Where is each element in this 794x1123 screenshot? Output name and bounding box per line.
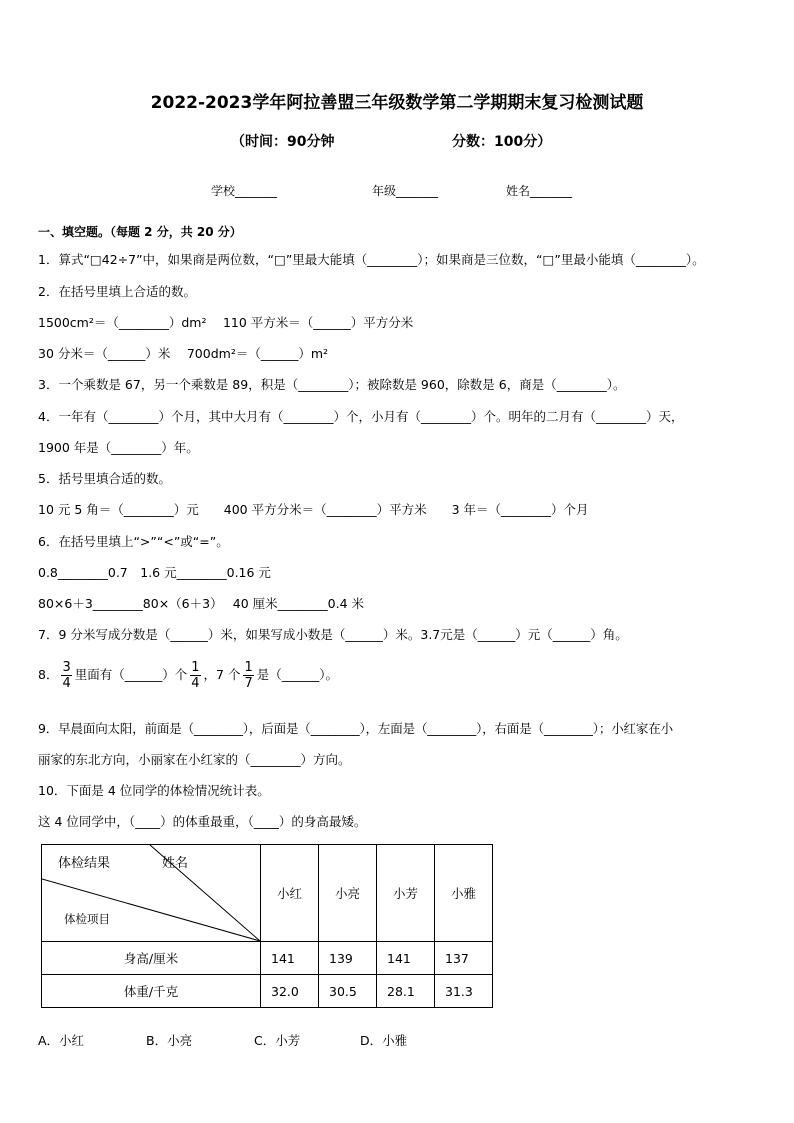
- question-10: 10．下面是 4 位同学的体检情况统计表。: [38, 783, 270, 798]
- table-row: [42, 975, 493, 1008]
- table-cell: 141: [377, 942, 435, 975]
- option-d: D．小雅: [360, 1033, 408, 1048]
- school-field: 学校_______: [211, 184, 278, 198]
- table-cell: 31.3: [435, 975, 493, 1008]
- question-6-line-b: 80×6＋3________80×（6＋3） 40 厘米________0.4 米: [38, 596, 365, 611]
- fraction: [243, 660, 253, 691]
- table-row: [42, 942, 493, 975]
- question-8: [38, 660, 338, 691]
- question-8-text: 是（______）。: [256, 667, 339, 682]
- question-2-line-b: 30 分米＝（______）米 700dm²＝（______）m²: [38, 346, 329, 361]
- student-header: 小亮: [319, 845, 377, 942]
- option-b: B．小亮: [146, 1033, 193, 1048]
- option-c: C．小芳: [254, 1033, 301, 1048]
- question-2: 2．在括号里填上合适的数。: [38, 284, 196, 299]
- table-header-row: [42, 845, 493, 942]
- question-6: 6．在括号里填上“>”“<”或“=”。: [38, 534, 229, 549]
- page-title: 2022-2023学年阿拉善盟三年级数学第二学期期末复习检测试题: [150, 93, 644, 113]
- exam-time: （时间：90分钟: [231, 134, 335, 150]
- exam-score: 分数：100分）: [452, 134, 552, 150]
- question-1: 1．算式“□42÷7”中，如果商是两位数，“□”里最大能填（________）；如果商是三位数，“□”里最小能填（________）。: [38, 252, 705, 267]
- row-label: 身高/厘米: [42, 942, 261, 975]
- option-a: A．小红: [38, 1033, 85, 1048]
- fraction-numerator: 1: [244, 660, 253, 675]
- question-5-line-a: 10 元 5 角＝（________）元 400 平方分米＝（________）平方米 3 年＝（________）个月: [38, 502, 589, 517]
- table-cell: 137: [435, 942, 493, 975]
- question-6-line-a: 0.8________0.7 1.6 元________0.16 元: [38, 565, 271, 580]
- question-8-text: ，7 个: [203, 667, 241, 682]
- row-label: 体重/千克: [42, 975, 261, 1008]
- question-2-line-a: 1500cm²＝（________）dm² 110 平方米＝（______）平方分米: [38, 315, 414, 330]
- fraction: [61, 660, 71, 691]
- student-header: 小红: [261, 845, 319, 942]
- student-header: 小芳: [377, 845, 435, 942]
- fraction-denominator: 4: [62, 676, 71, 691]
- grade-field: 年级_______: [372, 184, 439, 198]
- student-header: 小雅: [435, 845, 493, 942]
- fraction: [190, 660, 200, 691]
- corner-label-result: 体检结果: [58, 856, 111, 871]
- question-9-line-b: 丽家的东北方向，小丽家在小红家的（________）方向。: [38, 752, 351, 767]
- fraction-numerator: 1: [191, 660, 200, 675]
- table-cell: 139: [319, 942, 377, 975]
- fraction-numerator: 3: [62, 660, 71, 675]
- fraction-denominator: 7: [244, 676, 253, 691]
- corner-label-item: 体检项目: [64, 912, 110, 926]
- question-4-line-a: 4．一年有（________）个月，其中大月有（________）个，小月有（________）个。明年的二月有（________）天，: [38, 409, 684, 424]
- question-8-prefix: 8．: [38, 667, 59, 682]
- corner-cell: [42, 845, 261, 942]
- corner-label-name: 姓名: [162, 856, 189, 871]
- table-cell: 28.1: [377, 975, 435, 1008]
- table-cell: 141: [261, 942, 319, 975]
- question-4-line-b: 1900 年是（________）年。: [38, 440, 199, 455]
- section-heading: 一、填空题。（每题 2 分，共 20 分）: [38, 225, 242, 239]
- question-8-text: 里面有（______）个: [74, 667, 188, 682]
- question-9-line-a: 9．早晨面向太阳，前面是（________），后面是（________），左面是（________），右面是（________）；小红家在小: [38, 721, 673, 736]
- table-cell: 32.0: [261, 975, 319, 1008]
- question-3: 3．一个乘数是 67，另一个乘数是 89，积是（________）；被除数是 960，除数是 6，商是（________）。: [38, 377, 626, 392]
- health-check-table: [41, 844, 493, 1008]
- question-7: 7．9 分米写成分数是（______）米，如果写成小数是（______）米。3.7元是（______）元（______）角。: [38, 627, 628, 642]
- question-10-line-a: 这 4 位同学中，（____）的体重最重，（____）的身高最矮。: [38, 814, 367, 829]
- table-cell: 30.5: [319, 975, 377, 1008]
- fraction-denominator: 4: [191, 676, 200, 691]
- question-5: 5．括号里填合适的数。: [38, 471, 171, 486]
- name-field: 姓名_______: [506, 184, 573, 198]
